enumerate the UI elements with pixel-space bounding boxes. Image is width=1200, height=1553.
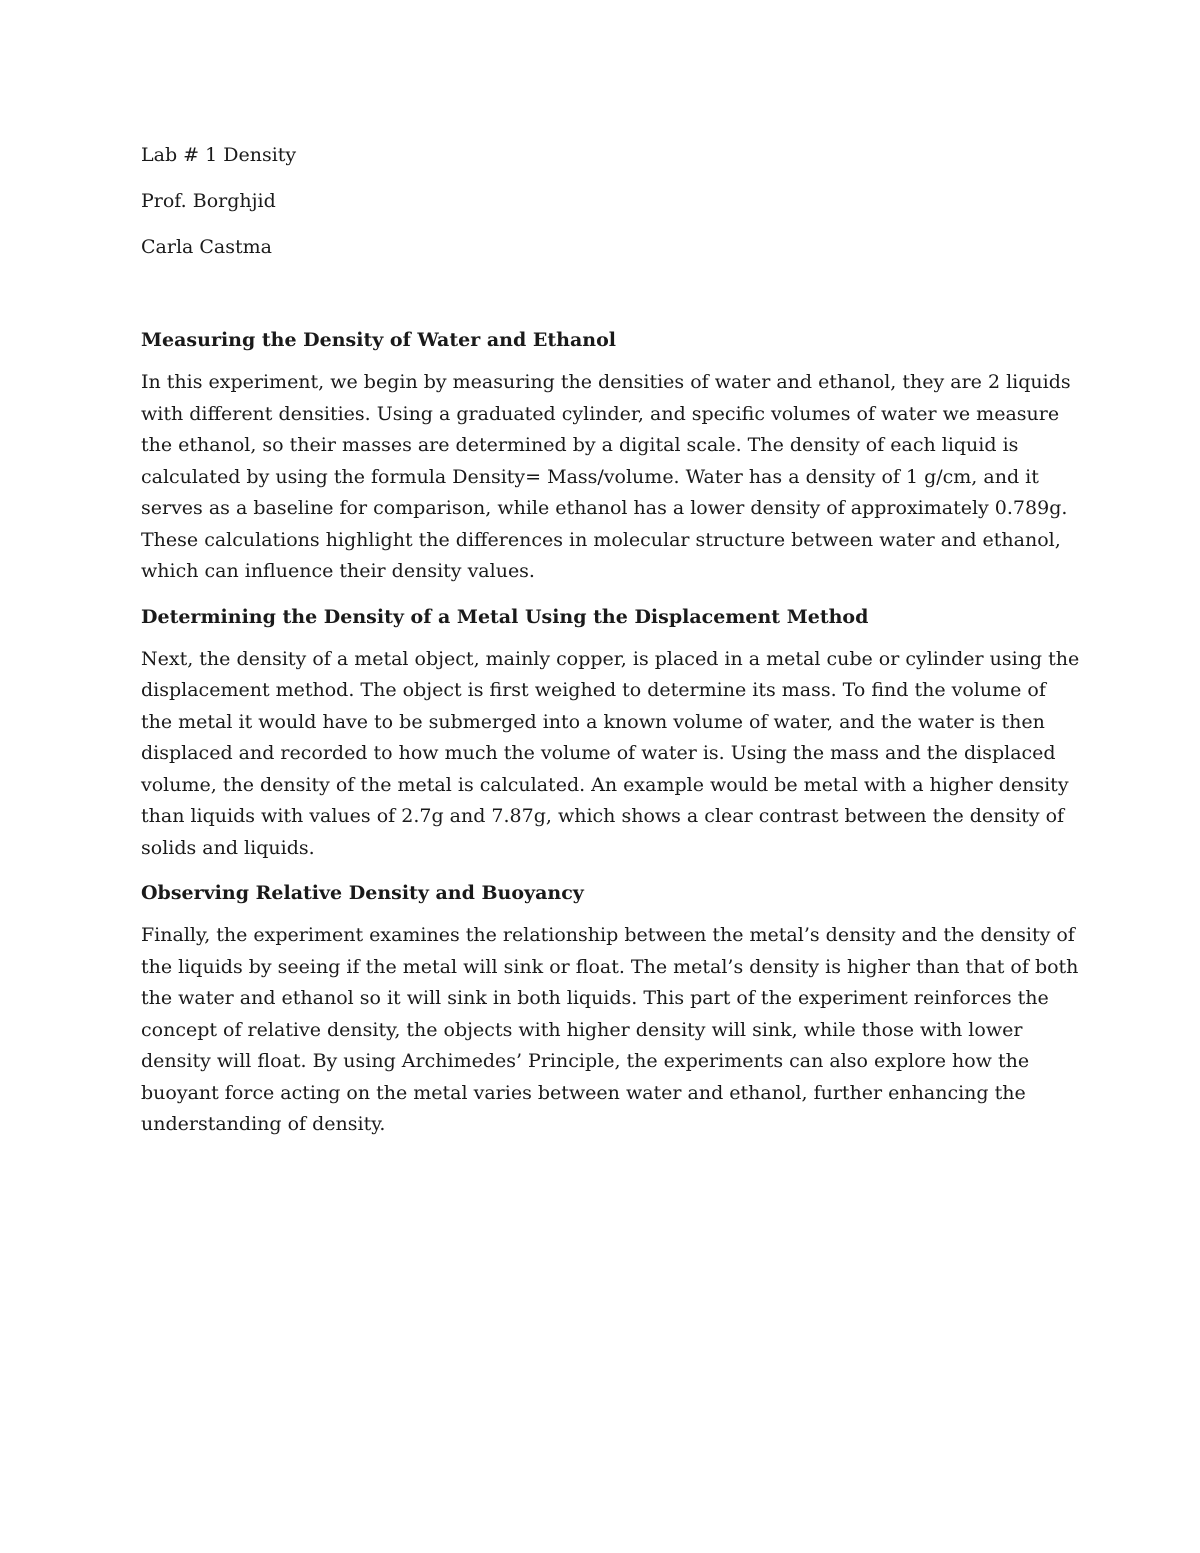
paragraph-line: buoyant force acting on the metal varies between water and ethanol, further enhancing the <box>141 1081 1026 1104</box>
section-heading-displacement: Determining the Density of a Metal Using the Displacement Method <box>141 605 869 628</box>
paragraph-line: understanding of density. <box>141 1113 386 1135</box>
professor-name: Prof. Borghjid <box>141 190 276 212</box>
document-body <box>141 140 1080 1155</box>
paragraph-displacement <box>141 644 1080 865</box>
author-name: Carla Castma <box>141 236 272 258</box>
section-heading-buoyancy: Observing Relative Density and Buoyancy <box>141 882 584 904</box>
paragraph-line: Next, the density of a metal object, mainly copper, is placed in a metal cube or cylinder using the <box>141 647 1080 670</box>
paragraph-line: serves as a baseline for comparison, while ethanol has a lower density of approximately 0.789g. <box>141 497 1068 519</box>
paragraph-water-ethanol <box>141 367 1071 588</box>
lab-title: Lab # 1 Density <box>141 144 297 166</box>
section-heading-water-ethanol: Measuring the Density of Water and Ethanol <box>141 329 616 351</box>
paragraph-buoyancy <box>141 920 1079 1141</box>
paragraph-line: displaced and recorded to how much the volume of water is. Using the mass and the displaced <box>141 742 1056 764</box>
paragraph-line: the metal it would have to be submerged into a known volume of water, and the water is then <box>141 710 1045 733</box>
paragraph-line: the ethanol, so their masses are determined by a digital scale. The density of each liquid is <box>141 434 1019 456</box>
paragraph-line: with different densities. Using a graduated cylinder, and specific volumes of water we measure <box>141 402 1060 425</box>
paragraph-line: which can influence their density values. <box>141 560 535 582</box>
paragraph-line: density will float. By using Archimedes’ Principle, the experiments can also explore how the <box>141 1050 1030 1072</box>
paragraph-line: the water and ethanol so it will sink in both liquids. This part of the experiment reinforces the <box>141 987 1049 1009</box>
paragraph-line: In this experiment, we begin by measuring the densities of water and ethanol, they are 2 liquids <box>141 371 1071 393</box>
paragraph-line: displacement method. The object is first weighed to determine its mass. To find the volume of <box>141 679 1046 701</box>
paragraph-line: the liquids by seeing if the metal will sink or float. The metal’s density is higher than that of both <box>141 955 1079 978</box>
paragraph-line: calculated by using the formula Density= Mass/volume. Water has a density of 1 g/cm, and it <box>141 465 1039 488</box>
paragraph-line: than liquids with values of 2.7g and 7.87g, which shows a clear contrast between the density of <box>141 805 1065 827</box>
paragraph-line: volume, the density of the metal is calculated. An example would be metal with a higher density <box>141 773 1069 796</box>
paragraph-line: concept of relative density, the objects with higher density will sink, while those with lower <box>141 1018 1023 1041</box>
paragraph-line: Finally, the experiment examines the relationship between the metal’s density and the density of <box>141 924 1075 946</box>
paragraph-line: solids and liquids. <box>141 836 315 859</box>
paragraph-line: These calculations highlight the differences in molecular structure between water and ethanol, <box>141 528 1061 551</box>
